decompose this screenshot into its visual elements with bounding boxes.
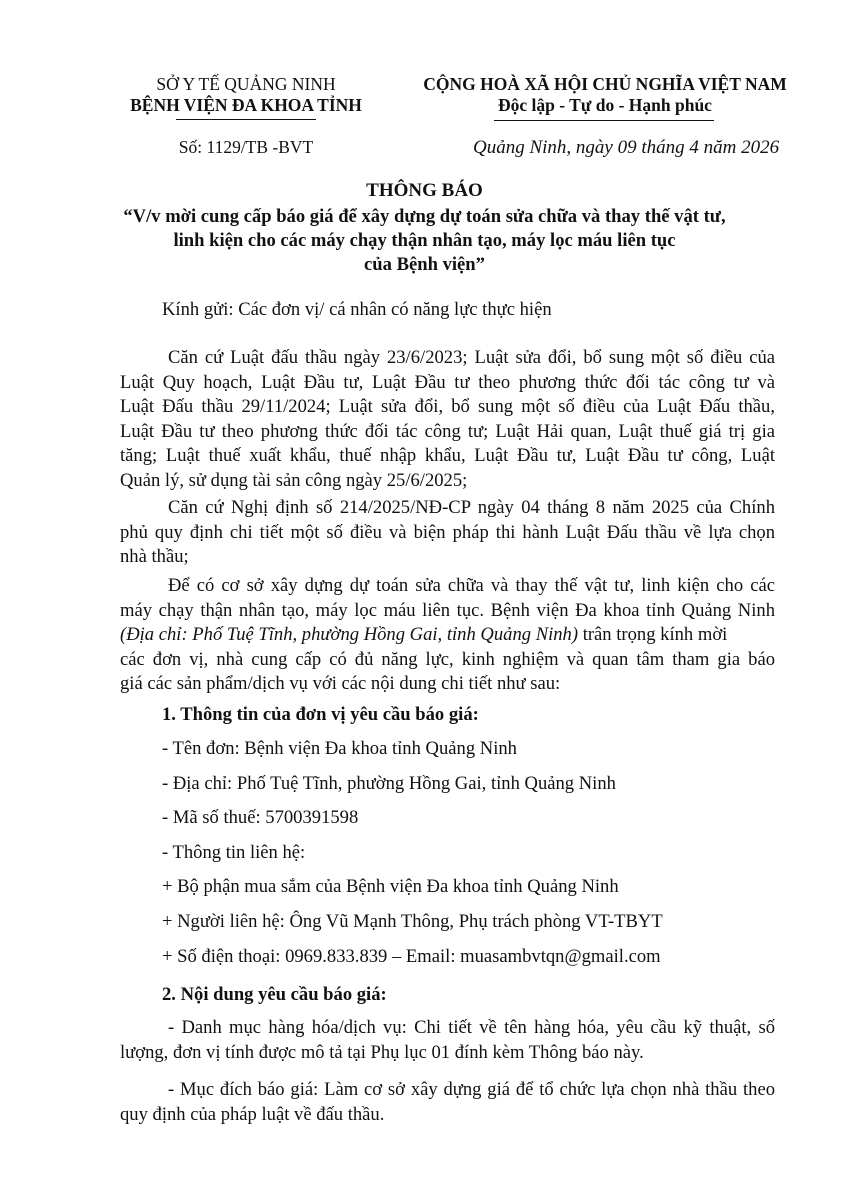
text-line: Luật Quy hoạch, Luật Đầu tư, Luật Đầu tư theo phương thức đối tác công tư và: [120, 371, 775, 393]
text-line: Luật Đấu thầu 29/11/2024; Luật sửa đổi, bổ sung một số điều của Luật Đấu thầu,: [120, 396, 775, 417]
text-fragment: trân trọng kính mời: [578, 624, 728, 645]
text-line: - Mục đích báo giá: Làm cơ sở xây dựng giá để tổ chức lựa chọn nhà thầu theo: [168, 1079, 775, 1100]
info-item: - Mã số thuế: 5700391598: [162, 807, 359, 828]
info-item: - Tên đơn: Bệnh viện Đa khoa tỉnh Quảng Ninh: [162, 738, 517, 759]
place-date: Quảng Ninh, ngày 09 tháng 4 năm 2026: [473, 137, 780, 158]
text-line: lượng, đơn vị tính được mô tả tại Phụ lục 01 đính kèm Thông báo này.: [120, 1041, 644, 1063]
text-line: [120, 623, 775, 648]
agency-parent: SỞ Y TẾ QUẢNG NINH: [156, 74, 336, 94]
text-line: - Danh mục hàng hóa/dịch vụ: Chi tiết về tên hàng hóa, yêu cầu kỹ thuật, số: [168, 1017, 775, 1038]
info-item: + Người liên hệ: Ông Vũ Mạnh Thông, Phụ trách phòng VT-TBYT: [162, 911, 663, 932]
text-line: phủ quy định chi tiết một số điều và biện pháp thi hành Luật Đấu thầu về lựa chọn: [120, 521, 775, 543]
nation-name: CỘNG HOÀ XÃ HỘI CHỦ NGHĨA VIỆT NAM: [423, 74, 787, 94]
text-line: giá các sản phẩm/dịch vụ với các nội dung chi tiết như sau:: [120, 673, 561, 694]
text-line: máy chạy thận nhân tạo, máy lọc máu liên tục. Bệnh viện Đa khoa tỉnh Quảng Ninh: [120, 599, 775, 621]
info-item: - Thông tin liên hệ:: [162, 842, 306, 863]
document-number: Số: 1129/TB -BVT: [178, 137, 314, 157]
section-2-item-2: [120, 1078, 775, 1127]
contact-phone-email: + Số điện thoại: 0969.833.839 – Email: muasambvtqn@gmail.com: [162, 946, 661, 967]
text-line: Căn cứ Luật đấu thầu ngày 23/6/2023; Luật sửa đổi, bổ sung một số điều của: [168, 347, 775, 368]
subject-line-2: linh kiện cho các máy chạy thận nhân tạo, máy lọc máu liên tục: [173, 230, 676, 251]
subject-line-1: “V/v mời cung cấp báo giá để xây dựng dự toán sửa chữa và thay thế vật tư,: [123, 206, 726, 227]
section-2-item-1: [120, 1016, 775, 1065]
motto-underline: [494, 120, 714, 121]
agency-name: BỆNH VIỆN ĐA KHOA TỈNH: [130, 95, 362, 115]
paragraph-legal-basis-2: [120, 496, 775, 570]
text-line: các đơn vị, nhà cung cấp có đủ năng lực, kinh nghiệm và quan tâm tham gia báo: [120, 648, 775, 670]
address-note: (Địa chỉ: Phố Tuệ Tĩnh, phường Hồng Gai, tỉnh Quảng Ninh): [120, 624, 579, 645]
national-motto: Độc lập - Tự do - Hạnh phúc: [498, 95, 712, 115]
subject-line-3: của Bệnh viện”: [364, 254, 485, 275]
text-line: Để có cơ sở xây dựng dự toán sửa chữa và thay thế vật tư, linh kiện cho các: [168, 575, 775, 596]
text-line: Căn cứ Nghị định số 214/2025/NĐ-CP ngày 04 tháng 8 năm 2025 của Chính: [168, 497, 775, 518]
text-line: Quản lý, sử dụng tài sản công ngày 25/6/2025;: [120, 469, 468, 491]
section-2-heading: 2. Nội dung yêu cầu báo giá:: [162, 984, 387, 1005]
text-line: Luật Đầu tư theo phương thức đối tác công tư; Luật Hải quan, Luật thuế giá trị gia: [120, 420, 775, 442]
text-line: tăng; Luật thuế xuất khẩu, thuế nhập khẩu, Luật Đầu tư, Luật Đầu tư công, Luật: [120, 445, 775, 466]
section-1-heading: 1. Thông tin của đơn vị yêu cầu báo giá:: [162, 704, 479, 725]
info-item: + Bộ phận mua sắm của Bệnh viện Đa khoa tỉnh Quảng Ninh: [162, 876, 619, 897]
paragraph-legal-basis-1: [120, 346, 775, 493]
text-line: nhà thầu;: [120, 546, 189, 567]
info-item: - Địa chỉ: Phố Tuệ Tĩnh, phường Hồng Gai, tỉnh Quảng Ninh: [162, 773, 616, 794]
document-title: THÔNG BÁO: [366, 180, 483, 201]
agency-underline: [176, 119, 316, 120]
text-line: quy định của pháp luật về đấu thầu.: [120, 1103, 385, 1125]
recipient-line: Kính gửi: Các đơn vị/ cá nhân có năng lực thực hiện: [162, 299, 552, 320]
paragraph-invitation: [120, 574, 775, 697]
